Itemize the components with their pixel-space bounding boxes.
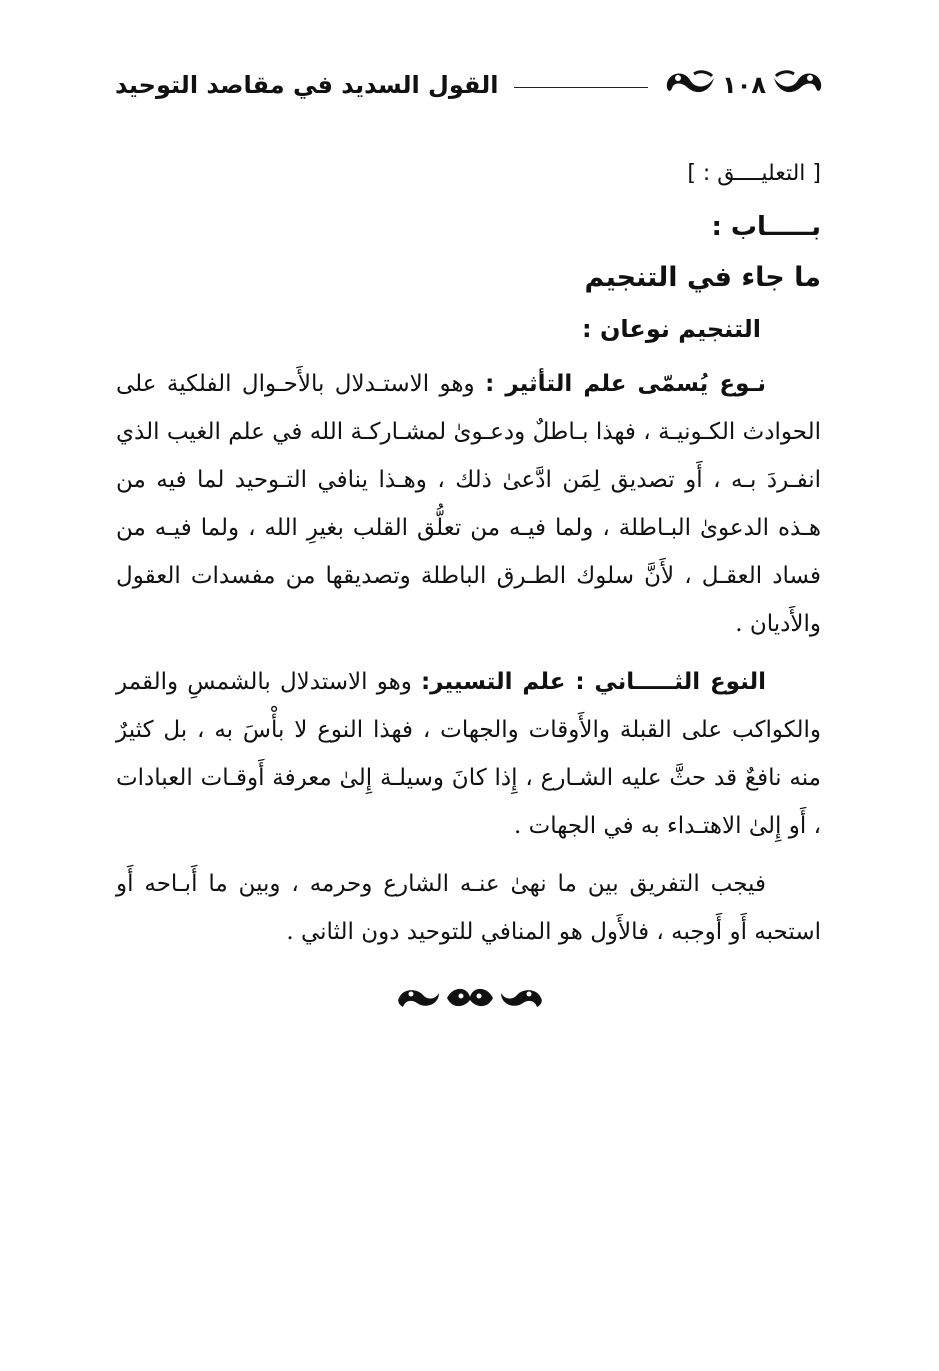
running-title: القول السديد في مقاصد التوحيد (115, 71, 499, 99)
chapter-title: ما جاء في التنجيم (584, 262, 821, 293)
paragraph-second-type-text: وهو الاستدلال بالشمسِ والقمر والكواكب على القبلة والأَوقات والجهات ، فهذا النوع لا بأْسَ به ، بل كثيرٌ منه نافعٌ قد حثَّ عليه الشـارع ، إِذا كانَ وسيلـة إِلىٰ معرفة أَوقـات العبادات ، أَو إِلىٰ الاهتـداء به في الجهات . (116, 669, 821, 839)
paragraph-conclusion: فيجب التفريق بين ما نهىٰ عنـه الشارع وحرمه ، وبين ما أَبـاحه أَو استحبه أَو أَوجبه ، فالأَول هو المنافي للتوحيد دون الثاني . (116, 871, 821, 945)
header-rule (514, 87, 648, 88)
paragraph-first-type (116, 360, 821, 648)
section-label: بـــــاب : (711, 212, 821, 242)
closing-ornament-icon (0, 983, 939, 1013)
sub-heading: التنجيم نوعان : (581, 315, 761, 343)
term-second-type: النوع الثـــــاني : علم التسيير: (420, 669, 766, 695)
page-number-group (664, 68, 824, 102)
header-ornament-right-icon (770, 68, 824, 102)
commentary-label: [ التعليــــق : ] (687, 161, 821, 186)
page-number: ١٠٨ (722, 71, 766, 99)
page-header (115, 60, 824, 110)
term-first-type: نـوع يُسمّى علم التأثير : (485, 371, 767, 397)
page-content (116, 150, 821, 956)
paragraph-second-type (116, 658, 821, 850)
header-ornament-left-icon (664, 68, 718, 102)
paragraph-first-type-text: وهو الاستـدلال بالأَحـوال الفلكية على الحوادث الكـونيـة ، فهذا بـاطلٌ ودعـوىٰ لمشـاركـة الله في علم الغيب الذي انفـردَ بـه ، أَو تصديق لِمَن ادَّعىٰ ذلك ، وهـذا ينافي التـوحيد لما فيه من هـذه الدعوىٰ البـاطلة ، ولما فيـه من تعلُّق القلب بغيرِ الله ، ولما فيـه من فساد العقـل ، لأَنَّ سلوك الطـرق الباطلة وتصديقها من مفسدات العقول والأَديان . (116, 371, 821, 637)
